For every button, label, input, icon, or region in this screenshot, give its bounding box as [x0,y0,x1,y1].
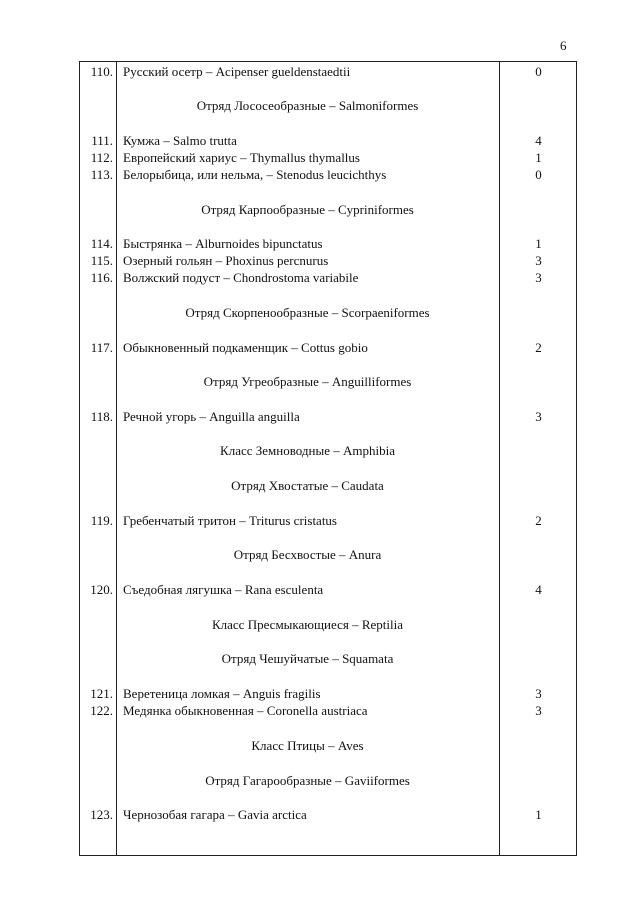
section-heading: Отряд Чешуйчатые – Squamata [221,651,394,666]
table-row [80,269,576,287]
row-number: 116. [90,270,113,285]
species-name: Белорыбица, или нельма, – Stenodus leucichthys [123,167,387,182]
section-heading: Отряд Карпообразные – Cypriniformes [201,202,414,217]
category-value: 2 [535,340,542,355]
table-row [80,132,576,150]
section-heading: Отряд Угреобразные – Anguilliformes [203,374,412,389]
table-row [80,702,576,720]
row-number: 118. [90,409,113,424]
table-row [80,581,576,599]
row-number: 122. [90,703,113,718]
category-value: 1 [535,150,542,165]
table-row [80,149,576,167]
section-heading: Отряд Хвостатые – Caudata [231,478,384,493]
row-number: 120. [90,582,113,597]
section-heading: Класс Птицы – Aves [251,738,364,753]
category-value: 1 [535,807,542,822]
section-heading: Класс Пресмыкающиеся – Reptilia [211,617,403,632]
species-name: Озерный гольян – Phoxinus percnurus [123,253,329,268]
category-value: 0 [535,167,542,182]
table-row [80,685,576,703]
species-name: Обыкновенный подкаменщик – Cottus gobio [123,340,368,355]
row-number: 117. [90,340,113,355]
category-value: 3 [535,703,542,718]
section-heading: Отряд Скорпенообразные – Scorpaeniformes [185,305,430,320]
category-value: 1 [535,236,542,251]
table-row [80,235,576,253]
category-value: 3 [535,270,542,285]
row-number: 113. [90,167,113,182]
row-number: 115. [90,253,113,268]
category-value: 2 [535,513,542,528]
table-row [80,252,576,270]
species-name: Быстрянка – Alburnoides bipunctatus [123,236,323,251]
species-name: Речной угорь – Anguilla anguilla [123,409,300,424]
category-value: 0 [535,64,542,79]
category-value: 4 [535,582,542,597]
species-name: Съедобная лягушка – Rana esculenta [123,582,324,597]
species-name: Медянка обыкновенная – Coronella austriaca [123,703,368,718]
category-value: 3 [535,686,542,701]
row-number: 121. [90,686,113,701]
row-number: 110. [90,64,113,79]
species-name: Гребенчатый тритон – Triturus cristatus [123,513,337,528]
table-row [80,806,576,824]
row-number: 123. [90,807,113,822]
category-value: 3 [535,253,542,268]
species-name: Чернозобая гагара – Gavia arctica [123,807,307,822]
page-number: 6 [560,38,567,53]
row-number: 111. [91,133,113,148]
section-heading: Отряд Бесхвостые – Anura [233,547,382,562]
section-heading: Класс Земноводные – Amphibia [220,443,395,458]
table-row [80,339,576,357]
table-row [80,63,576,81]
species-name: Европейский хариус – Thymallus thymallus [123,150,360,165]
row-number: 114. [90,236,113,251]
table-row [80,512,576,530]
species-name: Кумжа – Salmo trutta [123,133,237,148]
section-heading: Отряд Гагарообразные – Gaviiformes [205,773,410,788]
row-number: 119. [90,513,113,528]
category-value: 4 [535,133,542,148]
species-name: Русский осетр – Acipenser gueldenstaedtii [123,64,351,79]
section-heading: Отряд Лососеобразные – Salmoniformes [196,98,419,113]
category-value: 3 [535,409,542,424]
species-table [79,61,577,856]
species-name: Веретеница ломкая – Anguis fragilis [123,686,321,701]
row-number: 112. [90,150,113,165]
species-name: Волжский подуст – Chondrostoma variabile [123,270,359,285]
table-row [80,408,576,426]
table-row [80,166,576,184]
